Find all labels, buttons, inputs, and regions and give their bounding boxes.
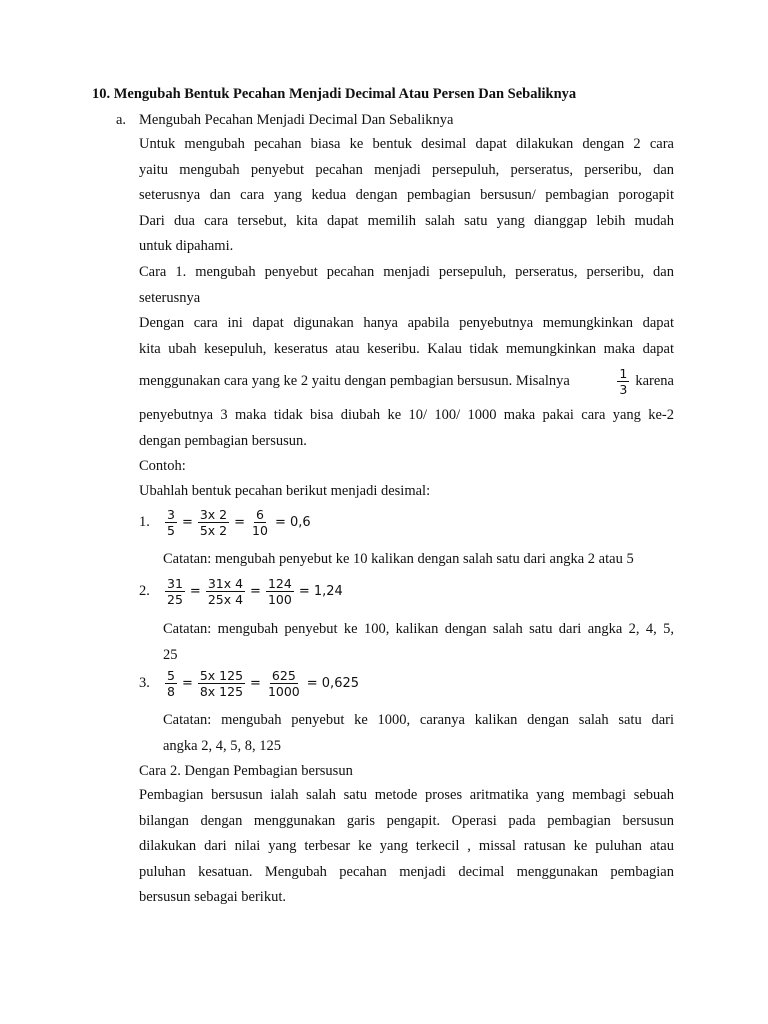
cara1-description-cont — [139, 403, 674, 454]
paragraph-line: Dengan cara ini dapat digunakan hanya apabila penyebutnya memungkinkan dapat — [139, 315, 674, 331]
fraction — [266, 576, 294, 607]
example-equation — [139, 668, 359, 699]
example-result: = 0,6 — [274, 515, 311, 530]
paragraph-line: untuk dipahami. — [139, 238, 234, 255]
subsection-label: a. — [116, 112, 127, 128]
example-result: = 0,625 — [306, 676, 360, 691]
paragraph-line: Pembagian bersusun ialah salah satu metode proses aritmatika yang membagi sebuah — [139, 787, 674, 803]
section-heading: 10. Mengubah Bentuk Pecahan Menjadi Decimal Atau Persen Dan Sebaliknya — [92, 86, 577, 102]
fraction-numerator: 6 — [256, 507, 264, 522]
contoh-label: Contoh: — [139, 458, 186, 474]
fraction-denominator: 100 — [267, 592, 292, 607]
fraction — [198, 668, 245, 699]
fraction-numerator: 124 — [267, 576, 292, 591]
equals-sign: = — [181, 515, 193, 530]
note-line: Catatan: mengubah penyebut ke 100, kalikan dengan salah satu dari angka 2, 4, 5, — [163, 621, 674, 637]
fraction — [250, 507, 270, 538]
fraction-denominator: 25x 4 — [207, 592, 244, 607]
paragraph-line: Dari dua cara tersebut, kita dapat memilih salah satu yang dianggap lebih mudah — [139, 212, 674, 229]
fraction-denominator: 1000 — [267, 684, 300, 699]
paragraph-line: Untuk mengubah pecahan biasa ke bentuk desimal dapat dilakukan dengan 2 cara — [139, 136, 674, 152]
fraction-denominator: 8x 125 — [199, 684, 244, 699]
fraction-numerator: 625 — [271, 668, 296, 683]
fraction — [266, 668, 302, 699]
example-equation — [139, 507, 311, 538]
paragraph-line: seterusnya — [139, 289, 201, 306]
equals-sign: = — [250, 584, 261, 599]
paragraph-line: Cara 1. mengubah penyebut pecahan menjadi persepuluh, perseratus, perseribu, dan — [139, 264, 674, 280]
fraction-numerator: 5 — [167, 668, 175, 683]
note-line: Catatan: mengubah penyebut ke 1000, caranya kalikan dengan salah satu dari — [163, 712, 674, 728]
paragraph-text: karena — [635, 373, 674, 389]
subsection-heading — [116, 112, 453, 129]
paragraph-line: seterusnya dan cara yang kedua dengan pembagian bersusun/ pembagian porogapit — [139, 187, 674, 204]
note-line: angka 2, 4, 5, 8, 125 — [163, 738, 281, 754]
paragraph-text: menggunakan cara yang ke 2 yaitu dengan pembagian bersusun. Misalnya — [139, 373, 570, 389]
example-index: 2. — [139, 583, 150, 599]
fraction-denominator: 25 — [167, 592, 183, 607]
fraction — [165, 576, 185, 607]
fraction-denominator: 3 — [619, 382, 628, 397]
paragraph-line: puluhan kesatuan. Mengubah pecahan menjadi decimal menggunakan pembagian — [139, 863, 674, 880]
fraction-denominator: 5x 2 — [199, 523, 228, 538]
example-result: = 1,24 — [298, 584, 343, 599]
fraction-numerator: 3 — [167, 507, 175, 522]
cara2-title: Cara 2. Dengan Pembagian bersusun — [139, 763, 353, 779]
cara1-description — [139, 311, 674, 362]
fraction-denominator: 5 — [167, 523, 175, 538]
fraction-denominator: 8 — [167, 684, 175, 699]
fraction-numerator: 3x 2 — [199, 507, 228, 522]
example-note — [163, 707, 674, 759]
paragraph-line: dengan pembagian bersusun. — [139, 432, 307, 449]
fraction-numerator: 5x 125 — [199, 668, 244, 683]
note-line: 25 — [163, 647, 178, 663]
fraction-one-third — [617, 366, 629, 397]
cara1-heading — [139, 260, 674, 311]
cara1-description-line-with-fraction — [139, 366, 674, 397]
paragraph-line: penyebutnya 3 maka tidak bisa diubah ke 10/ 100/ 1000 maka pakai cara yang ke-2 — [139, 407, 674, 423]
paragraph-line: dilakukan dari nilai yang terbesar ke yang terkecil , missal ratusan ke puluhan atau — [139, 838, 674, 855]
example-index: 1. — [139, 514, 150, 530]
fraction — [165, 507, 177, 538]
example-note: Catatan: mengubah penyebut ke 10 kalikan dengan salah satu dari angka 2 atau 5 — [163, 551, 634, 567]
example-equation — [139, 576, 343, 607]
fraction-numerator: 31 — [167, 576, 183, 591]
example-index: 3. — [139, 675, 150, 691]
paragraph-line: bilangan dengan menggunakan garis pengapit. Operasi pada pembagian bersusun — [139, 812, 674, 829]
paragraph-line: yaitu mengubah penyebut pecahan menjadi persepuluh, perseratus, perseribu, dan — [139, 161, 674, 178]
paragraph-line: kita ubah kesepuluh, keseratus atau keseribu. Kalau tidak memungkinkan maka dapat — [139, 340, 674, 357]
instruction-text: Ubahlah bentuk pecahan berikut menjadi desimal: — [139, 483, 431, 499]
fraction — [165, 668, 177, 699]
intro-paragraph — [139, 132, 674, 260]
equals-sign: = — [234, 515, 246, 530]
paragraph-line: bersusun sebagai berikut. — [139, 889, 286, 906]
equals-sign: = — [189, 584, 201, 599]
fraction-numerator: 31x 4 — [207, 576, 244, 591]
fraction-denominator: 10 — [252, 523, 268, 538]
fraction — [206, 576, 245, 607]
fraction-numerator: 1 — [619, 366, 628, 381]
subsection-title: Mengubah Pecahan Menjadi Decimal Dan Sebaliknya — [139, 112, 454, 128]
cara2-paragraph — [139, 783, 674, 911]
equals-sign: = — [250, 676, 261, 691]
equals-sign: = — [181, 676, 193, 691]
example-note — [163, 616, 674, 668]
fraction — [198, 507, 229, 538]
